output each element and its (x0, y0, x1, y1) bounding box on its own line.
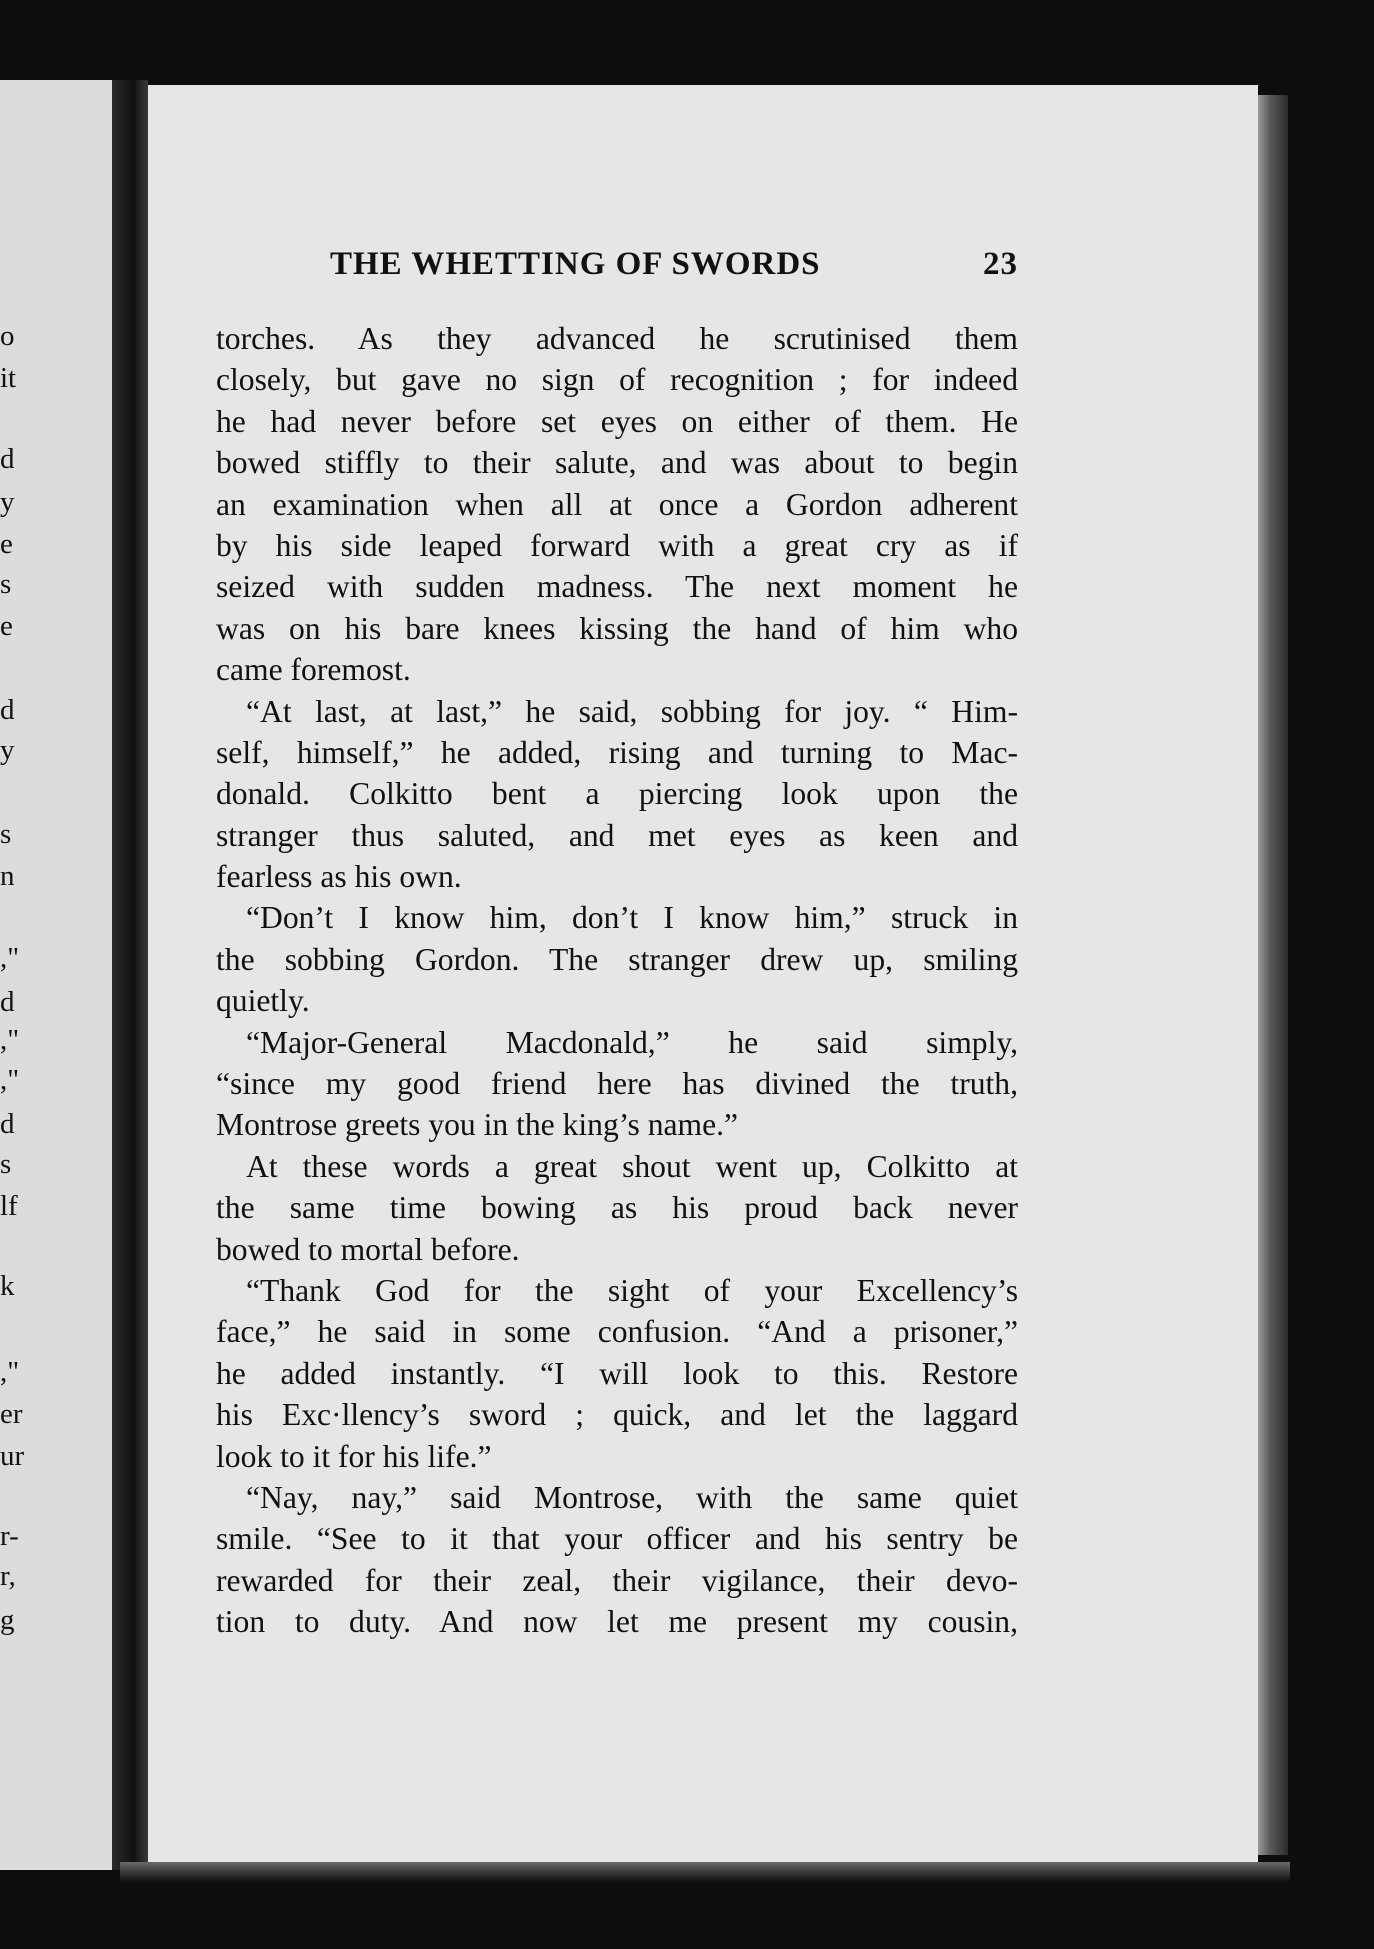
text-line: was on his bare knees kissing the hand of him who (216, 610, 1018, 646)
left-page-fragment: er (0, 1398, 23, 1430)
text-line: At these words a great shout went up, Colkitto at (246, 1148, 1018, 1184)
text-line: bowed stiffly to their salute, and was about to begin (216, 445, 1018, 481)
text-line: closely, but gave no sign of recognition ; for indeed (216, 362, 1018, 398)
text-line: the sobbing Gordon. The stranger drew up, smiling (216, 941, 1018, 977)
left-page-fragment: e (0, 610, 13, 642)
left-page-fragment: d (0, 986, 15, 1018)
left-page-fragment: it (0, 362, 17, 394)
text-line: an examination when all at once a Gordon adherent (216, 486, 1018, 522)
text-line: his Exc·llency’s sword ; quick, and let the laggard (216, 1397, 1018, 1433)
page-number: 23 (983, 246, 1018, 282)
text-line: seized with sudden madness. The next moment he (216, 569, 1018, 605)
text-line: “Thank God for the sight of your Excellency’s (246, 1272, 1018, 1308)
left-page-fragment: r- (0, 1520, 19, 1552)
running-title: THE WHETTING OF SWORDS (330, 246, 821, 282)
book-gutter (112, 80, 148, 1870)
left-page-fragment: ," (0, 1024, 20, 1056)
text-line: torches. As they advanced he scrutinised them (216, 321, 1018, 356)
text-line: by his side leaped forward with a great cry as if (216, 527, 1018, 563)
left-page-fragment: s (0, 568, 12, 600)
text-line: he added instantly. “I will look to this. Restore (216, 1355, 1018, 1391)
left-page-fragment: lf (0, 1190, 18, 1222)
left-page-fragment: g (0, 1604, 15, 1636)
left-page-fragment: y (0, 486, 15, 518)
left-page-fragment: k (0, 1270, 15, 1302)
text-line: the same time bowing as his proud back never (216, 1190, 1018, 1226)
left-page-fragment: y (0, 734, 15, 766)
text-line: quietly. (216, 983, 310, 1019)
left-page-fragment: ," (0, 1356, 20, 1388)
text-line: tion to duty. And now let me present my cousin, (216, 1604, 1018, 1640)
text-line: came foremost. (216, 652, 411, 688)
left-page-fragment: s (0, 818, 12, 850)
text-line: bowed to mortal before. (216, 1231, 520, 1267)
left-page-fragment: d (0, 443, 15, 475)
left-page-fragment: d (0, 1108, 15, 1140)
text-line: face,” he said in some confusion. “And a prisoner,” (216, 1314, 1018, 1350)
left-page-edge (0, 80, 112, 1870)
page-header (330, 246, 1018, 286)
page-edge-shadow (1258, 95, 1288, 1855)
text-line: fearless as his own. (216, 859, 462, 895)
text-line: “Don’t I know him, don’t I know him,” struck in (246, 900, 1018, 936)
text-line: he had never before set eyes on either of them. He (216, 403, 1018, 439)
left-page-fragment: n (0, 860, 15, 892)
body-text (216, 318, 1018, 1643)
text-line: “since my good friend here has divined the truth, (216, 1066, 1018, 1102)
text-line: donald. Colkitto bent a piercing look upon the (216, 776, 1018, 812)
text-line: look to it for his life.” (216, 1438, 492, 1474)
left-page-fragment: o (0, 320, 15, 352)
text-line: Montrose greets you in the king’s name.” (216, 1107, 739, 1143)
text-line: “Major-General Macdonald,” he said simply, (246, 1024, 1018, 1060)
text-line: stranger thus saluted, and met eyes as keen and (216, 817, 1018, 853)
text-line: “Nay, nay,” said Montrose, with the same quiet (246, 1479, 1018, 1515)
text-line: self, himself,” he added, rising and turning to Mac- (216, 734, 1018, 770)
text-line: smile. “See to it that your officer and his sentry be (216, 1521, 1018, 1557)
left-page-fragment: d (0, 694, 15, 726)
left-page-fragment: r, (0, 1560, 16, 1592)
left-page-fragment: ," (0, 1064, 20, 1096)
text-line: “At last, at last,” he said, sobbing for joy. “ Him- (246, 693, 1018, 729)
left-page-fragment: ," (0, 942, 20, 974)
bottom-shadow (120, 1862, 1290, 1882)
text-line: rewarded for their zeal, their vigilance, their devo- (216, 1562, 1018, 1598)
left-page-fragment: ur (0, 1440, 25, 1472)
left-page-fragment: s (0, 1148, 12, 1180)
left-page-fragment: e (0, 528, 13, 560)
